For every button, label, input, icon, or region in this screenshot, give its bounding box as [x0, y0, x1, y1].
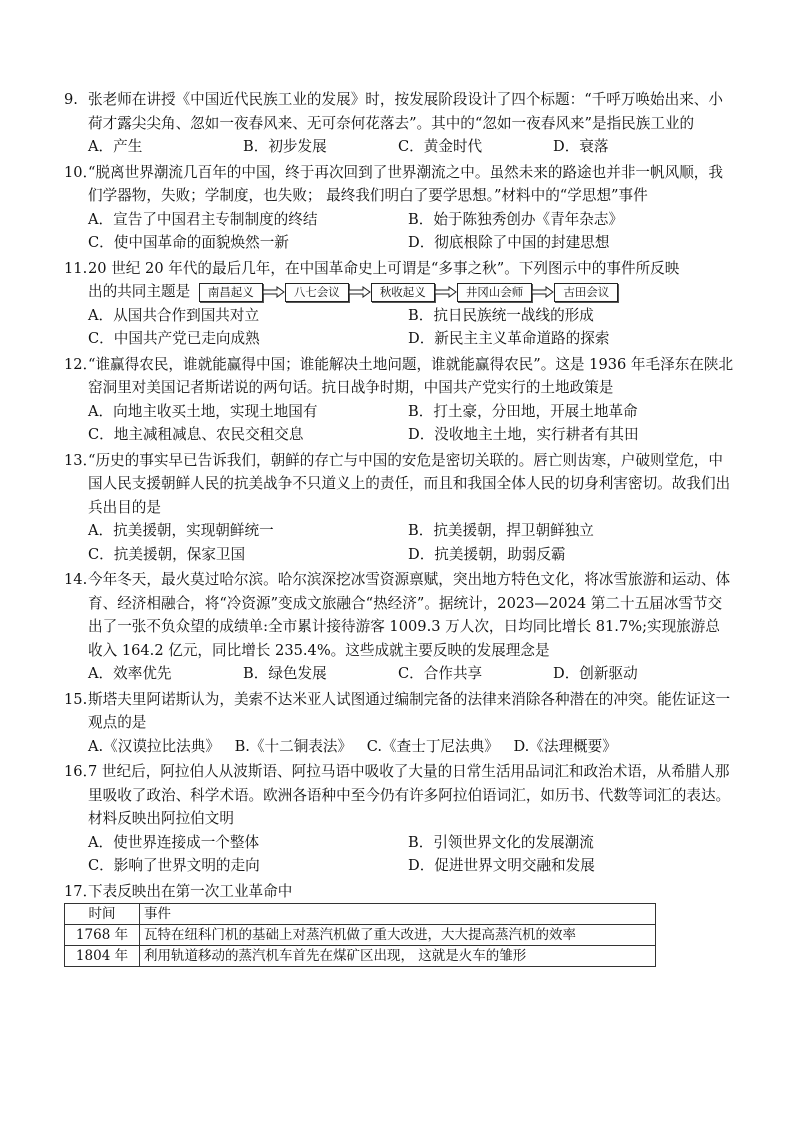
question-11 [64, 257, 734, 351]
option-a: A.《汉谟拉比法典》 [88, 737, 220, 755]
arrow-right-icon [263, 286, 285, 298]
question-10 [64, 161, 734, 255]
question-number: 9. [64, 91, 78, 108]
option-b: B．抗日民族统一战线的形成 [408, 306, 594, 324]
question-9 [64, 88, 734, 159]
question-stem-line1: 20 世纪 20 年代的最后几年，在中国革命史上可谓是“多事之秋”。下列图示中的事件所反映 [88, 259, 680, 277]
question-stem: “历史的事实早已告诉我们，朝鲜的存亡与中国的安危是密切关联的。唇亡则齿寒，户破则堂危，中国人民支援朝鲜人民的抗美战争不只道义上的责任，而且和我国全体人民的切身利害密切。故我们出兵出目的是 [88, 451, 731, 516]
option-d: D．抗美援朝，助弱反霸 [408, 545, 566, 563]
option-d: D.《法理概要》 [513, 737, 617, 755]
question-stem: 下表反映出在第一次工业革命中 [88, 882, 293, 900]
option-b: B．始于陈独秀创办《青年杂志》 [408, 210, 624, 228]
flow-box-4: 井冈山会师 [457, 283, 533, 302]
option-c: C.《查士丁尼法典》 [366, 737, 499, 755]
table-row [65, 925, 656, 946]
question-number: 14. [64, 571, 88, 588]
arrow-right-icon [532, 286, 554, 298]
arrow-right-icon [349, 286, 371, 298]
question-number: 10． [64, 163, 98, 181]
question-number: 15. [64, 690, 88, 708]
question-17 [64, 880, 734, 968]
question-stem: “脱离世界潮流几百年的中国，终于再次回到了世界潮流之中。虽然未来的路途也并非一帆风顺，我们学器物，失败；学制度，也失败； 最终我们明白了要学思想。”材料中的“学思想”事件 [88, 163, 723, 204]
question-16 [64, 760, 734, 878]
question-stem [88, 257, 734, 304]
table-row [65, 946, 656, 967]
table-header-row [65, 904, 656, 925]
option-a: A．使世界连接成一个整体 [88, 833, 260, 851]
question-number: 17． [64, 882, 98, 900]
table-cell-event: 利用轨道移动的蒸汽机车首先在煤矿区出现， 这就是火车的雏形 [140, 946, 656, 967]
option-c: C．地主减租减息、农民交租交息 [88, 426, 304, 443]
option-c: C．黄金时代 [398, 138, 483, 155]
question-stem-line2: 出的共同主题是 [88, 283, 191, 300]
option-c: C．中国共产党已走向成熟 [88, 330, 260, 347]
option-a: A．宣告了中国君主专制制度的终结 [88, 210, 318, 228]
option-c: C．使中国革命的面貌焕然一新 [88, 234, 289, 251]
question-15 [64, 688, 734, 759]
option-b: B．打土豪，分田地，开展土地革命 [408, 402, 638, 420]
option-d: D．促进世界文明交融和发展 [408, 857, 595, 874]
option-a: A．向地主收买土地，实现土地国有 [88, 402, 318, 420]
question-12 [64, 353, 734, 447]
option-d: D．彻底根除了中国的封建思想 [408, 234, 610, 251]
option-d: D．新民主主义革命道路的探索 [408, 330, 610, 347]
question-stem: “谁赢得农民，谁就能赢得中国；谁能解决土地问题，谁就能赢得农民”。这是 1936 年毛泽东在陕北窑洞里对美国记者斯诺说的两句话。抗日战争时期，中国共产党实行的土地政策是 [88, 355, 734, 396]
flow-box-1: 南昌起义 [199, 283, 263, 302]
question-13 [64, 449, 734, 567]
option-b: B．初步发展 [243, 138, 327, 155]
option-d: D．创新驱动 [553, 665, 638, 682]
flow-box-3: 秋收起义 [371, 283, 435, 302]
option-a: A．从国共合作到国共对立 [88, 306, 260, 324]
option-c: C．影响了世界文明的走向 [88, 857, 260, 874]
option-b: B．抗美援朝，捍卫朝鲜独立 [408, 522, 594, 539]
question-number: 16． [64, 763, 98, 780]
option-d: D．没收地主土地，实行耕者有其田 [408, 426, 639, 443]
option-c: C．合作共享 [398, 665, 483, 682]
arrow-right-icon [435, 286, 457, 298]
option-b: B．引领世界文化的发展潮流 [408, 833, 594, 851]
flow-box-5: 古田会议 [554, 283, 618, 302]
option-b: B．绿色发展 [243, 665, 327, 682]
events-table [64, 903, 656, 967]
question-stem: 张老师在讲授《中国近代民族工业的发展》时，按发展阶段设计了四个标题：“千呼万唤始出来、小荷才露尖尖角、忽如一夜春风来、无可奈何花落去”。其中的“忽如一夜春风来”是指民族工业的 [88, 91, 723, 132]
question-number: 11. [64, 259, 88, 277]
event-flow-diagram [199, 283, 619, 302]
table-cell-time: 1804 年 [65, 946, 140, 967]
question-stem: 7 世纪后，阿拉伯人从波斯语、阿拉马语中吸收了大量的日常生活用品词汇和政治术语，从希腊人那里吸收了政治、科学术语。欧洲各语种中至今仍有许多阿拉伯语词汇，如历书、代数等词汇的表达。材料反映出阿拉伯文明 [88, 763, 731, 827]
option-a: A．产生 [88, 138, 143, 155]
table-header-event: 事件 [140, 904, 656, 925]
question-number: 12． [64, 355, 98, 373]
option-c: C．抗美援朝，保家卫国 [88, 545, 246, 563]
question-14 [64, 568, 734, 686]
option-a: A．抗美援朝，实现朝鲜统一 [88, 522, 274, 539]
question-stem: 斯塔夫里阿诺斯认为，美索不达米亚人试图通过编制完备的法律来消除各种潜在的冲突。能佐证这一观点的是 [88, 690, 731, 731]
exam-page [64, 88, 734, 969]
table-cell-time: 1768 年 [65, 925, 140, 946]
option-b: B.《十二铜表法》 [234, 737, 353, 755]
question-stem: 今年冬天，最火莫过哈尔滨。哈尔滨深挖冰雪资源禀赋，突出地方特色文化，将冰雪旅游和运动、体育、经济相融合，将“冷资源”变成文旅融合“热经济”。据统计，2023—2024 第二十五届冰雪节交出了一张不负众望的成绩单:全市累计接待游客 1009.3 万人次，日均同比增长 81.7%;实现旅游总收入 164.2 亿元，同比增长 235.4%。这些成就主要反映的发展理念是 [88, 571, 731, 659]
table-header-time: 时间 [65, 904, 140, 925]
option-a: A．效率优先 [88, 665, 172, 682]
option-d: D．衰落 [553, 138, 609, 155]
question-number: 13． [64, 451, 98, 469]
flow-box-2: 八七会议 [285, 283, 349, 302]
table-cell-event: 瓦特在纽科门机的基础上对蒸汽机做了重大改进，大大提高蒸汽机的效率 [140, 925, 656, 946]
